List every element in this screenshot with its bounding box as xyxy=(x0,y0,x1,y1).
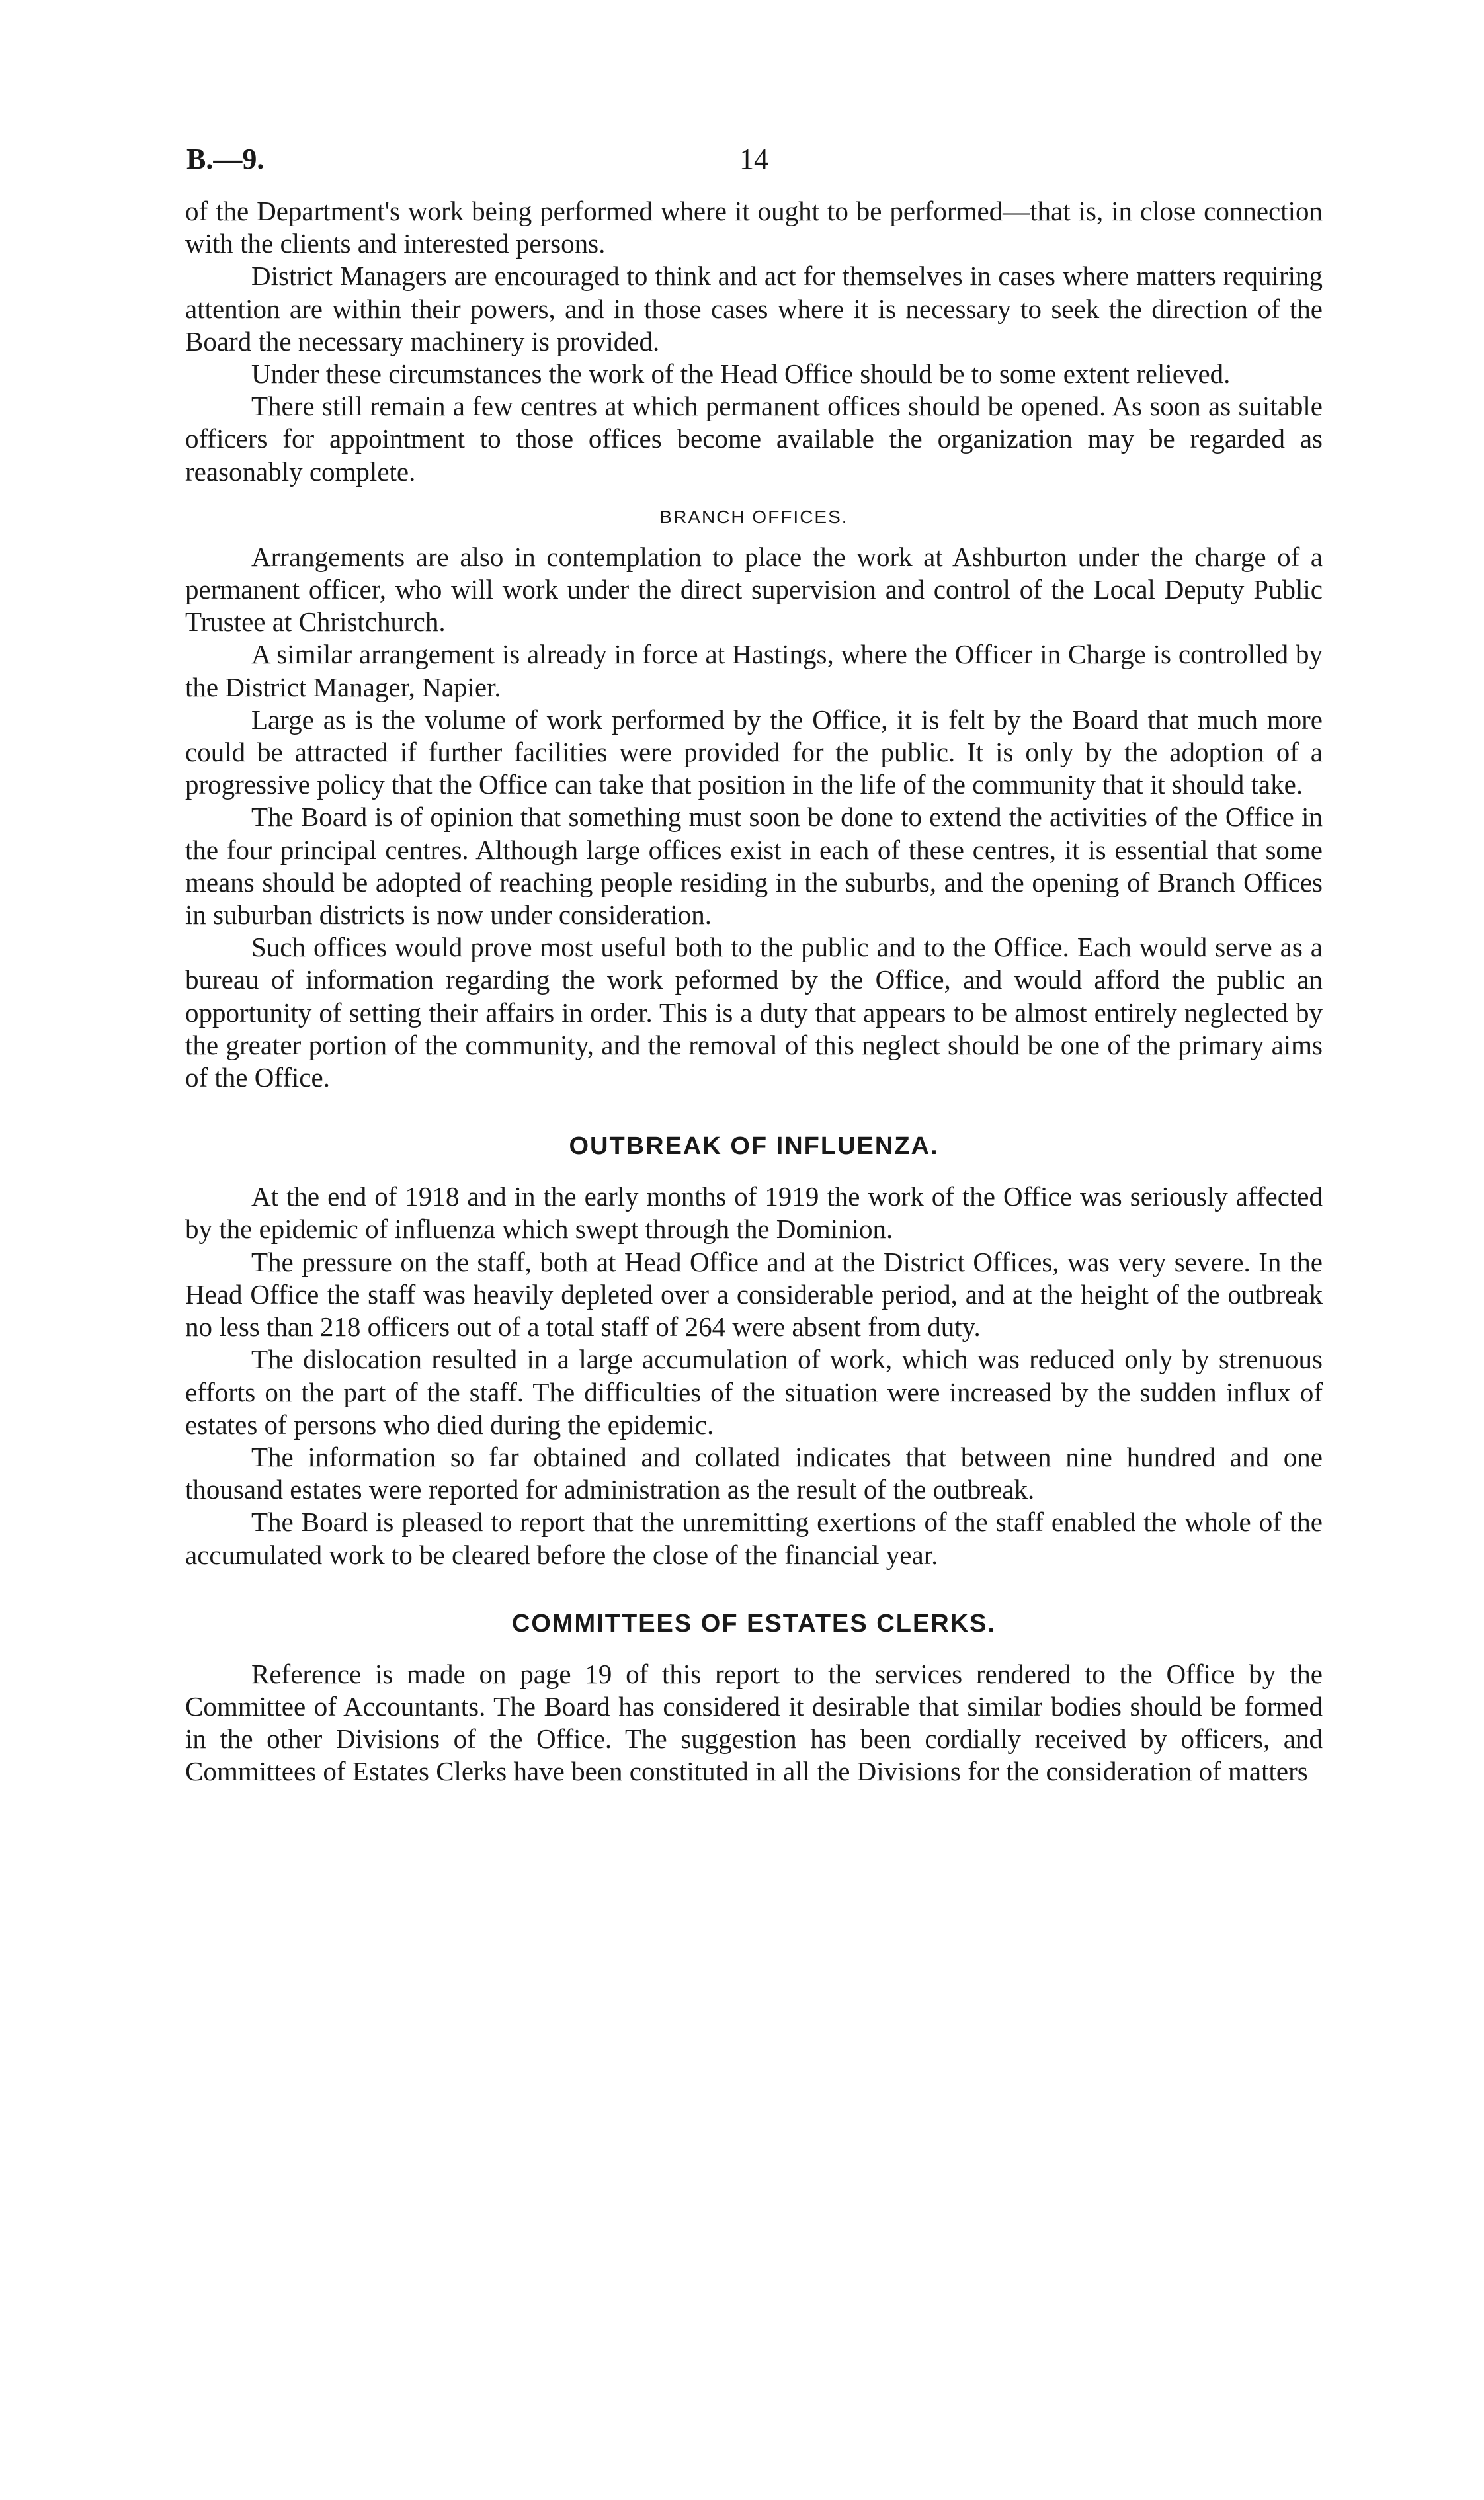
intro-section xyxy=(185,195,1323,488)
document-reference: B.—9. xyxy=(186,143,265,175)
paragraph: The dislocation resulted in a large accumulation of work, which was reduced only by strenuous efforts on the part of the staff. The difficulties of the situation were increased by the sudden influx of estates of persons who died during the epidemic. xyxy=(185,1344,1323,1440)
influenza-section xyxy=(185,1132,1323,1571)
paragraph: The pressure on the staff, both at Head Office and at the District Offices, was very severe. In the Head Office the staff was heavily depleted over a considerable period, and at the height of the outbreak no less than 218 officers out of a total staff of 264 were absent from duty. xyxy=(185,1246,1323,1343)
section-heading: COMMITTEES OF ESTATES CLERKS. xyxy=(511,1609,997,1638)
paragraph: of the Department's work being performed where it ought to be performed—that is, in close connection with the clients and interested persons. xyxy=(185,196,1323,259)
paragraph: Under these circumstances the work of the Head Office should be to some extent relieved. xyxy=(251,358,1231,390)
paragraph: The Board is of opinion that something must soon be done to extend the activities of the Office in the four principal centres. Although large offices exist in each of these centres, it is essential that some means should be adopted of reaching people residing in the suburbs, and the opening of Branch Offices in suburban districts is now under consideration. xyxy=(185,802,1323,931)
document-page xyxy=(185,142,1323,1788)
committees-section xyxy=(185,1610,1323,1788)
section-heading: OUTBREAK OF INFLUENZA. xyxy=(569,1132,939,1161)
branch-offices-section xyxy=(185,507,1323,1094)
paragraph: There still remain a few centres at which permanent offices should be opened. As soon as suitable officers for appointment to those offices become available the organization may be regarded as reasonably complete. xyxy=(185,391,1323,487)
section-heading: BRANCH OFFICES. xyxy=(659,506,848,527)
paragraph: Large as is the volume of work performed by the Office, it is felt by the Board that much more could be attracted if further facilities were provided for the public. It is only by the adoption of a progressive policy that the Office can take that position in the life of the community that it should take. xyxy=(185,704,1323,800)
paragraph: District Managers are encouraged to think and act for themselves in cases where matters requiring attention are within their powers, and in those cases where it is necessary to seek the direction of the Board the necessary machinery is provided. xyxy=(185,261,1323,356)
paragraph: The Board is pleased to report that the unremitting exertions of the staff enabled the whole of the accumulated work to be cleared before the close of the financial year. xyxy=(185,1507,1323,1570)
paragraph: Reference is made on page 19 of this report to the services rendered to the Office by the Committee of Accountants. The Board has considered it desirable that similar bodies should be formed in the other Divisions of the Office. The suggestion has been cordially received by officers, and Committees of Estates Clerks have been constituted in all the Divisions for the consideration of matters xyxy=(185,1658,1323,1787)
paragraph: A similar arrangement is already in force at Hastings, where the Officer in Charge is controlled by the District Manager, Napier. xyxy=(185,639,1323,702)
paragraph: Arrangements are also in contemplation to place the work at Ashburton under the charge of a permanent officer, who will work under the direct supervision and control of the Local Deputy Public Trustee at Christchurch. xyxy=(185,541,1323,638)
page-number: 14 xyxy=(739,143,768,175)
page-header xyxy=(185,142,1323,195)
paragraph: At the end of 1918 and in the early months of 1919 the work of the Office was seriously affected by the epidemic of influenza which swept through the Dominion. xyxy=(185,1181,1323,1245)
paragraph: Such offices would prove most useful both to the public and to the Office. Each would serve as a bureau of information regarding the work peformed by the Office, and would afford the public an opportunity of setting their affairs in order. This is a duty that appears to be almost entirely neglected by the greater portion of the community, and the removal of this neglect should be one of the primary aims of the Office. xyxy=(185,932,1323,1093)
paragraph: The information so far obtained and collated indicates that between nine hundred and one thousand estates were reported for administration as the result of the outbreak. xyxy=(185,1441,1323,1505)
